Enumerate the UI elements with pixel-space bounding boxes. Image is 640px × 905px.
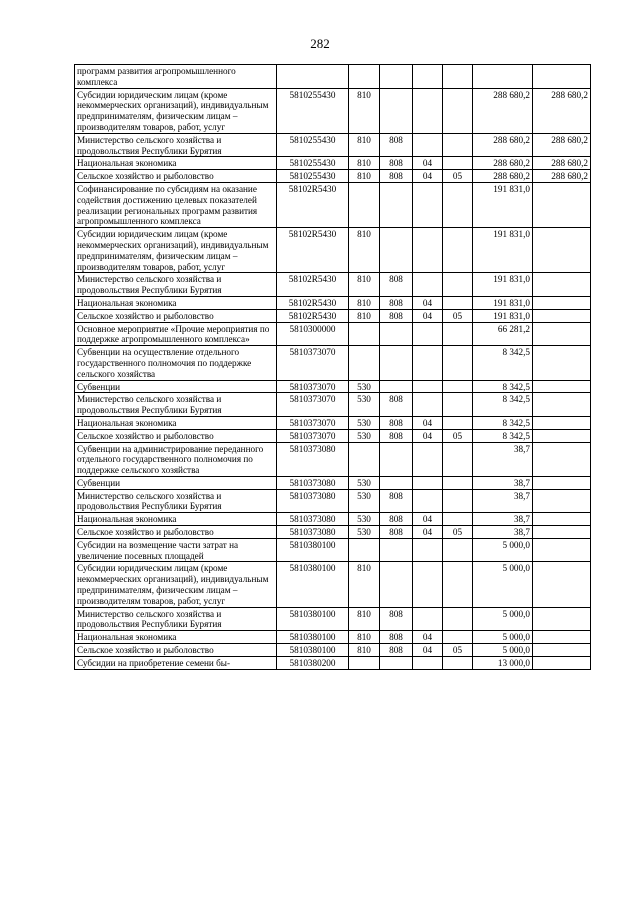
ministry-code: 808 <box>380 429 413 442</box>
table-row <box>75 182 591 227</box>
row-name: Национальная экономика <box>75 296 277 309</box>
table-row <box>75 429 591 442</box>
table-row <box>75 322 591 346</box>
expense-type: 530 <box>349 476 380 489</box>
table-row <box>75 644 591 657</box>
row-name: Сельское хозяйство и рыболовство <box>75 644 277 657</box>
ministry-code: 808 <box>380 607 413 631</box>
ministry-code <box>380 65 413 89</box>
row-name: Субвенции <box>75 380 277 393</box>
table-row <box>75 476 591 489</box>
section-code <box>413 489 443 513</box>
amount-2 <box>533 393 591 417</box>
table-row <box>75 631 591 644</box>
subsection-code: 05 <box>443 644 473 657</box>
subsection-code <box>443 393 473 417</box>
ministry-code: 808 <box>380 644 413 657</box>
subsection-code <box>443 513 473 526</box>
row-name: Субсидии юридическим лицам (кроме некоммерческих организаций), индивидуальным предпринимателям, физическим лицам – производителям товаров, работ, услуг <box>75 562 277 607</box>
expense-type <box>349 65 380 89</box>
expense-type: 810 <box>349 170 380 183</box>
amount-1: 13 000,0 <box>473 656 533 669</box>
row-name: Национальная экономика <box>75 513 277 526</box>
amount-1: 5 000,0 <box>473 607 533 631</box>
amount-1: 191 831,0 <box>473 296 533 309</box>
section-code: 04 <box>413 296 443 309</box>
ministry-code: 808 <box>380 631 413 644</box>
target-code: 5810300000 <box>277 322 349 346</box>
table-row <box>75 656 591 669</box>
subsection-code <box>443 538 473 562</box>
table-row <box>75 133 591 157</box>
row-name: Национальная экономика <box>75 157 277 170</box>
row-name: Министерство сельского хозяйства и продовольствия Республики Бурятия <box>75 607 277 631</box>
ministry-code <box>380 182 413 227</box>
section-code: 04 <box>413 157 443 170</box>
amount-2 <box>533 442 591 476</box>
amount-1: 8 342,5 <box>473 393 533 417</box>
amount-2 <box>533 656 591 669</box>
ministry-code: 808 <box>380 133 413 157</box>
row-name: Министерство сельского хозяйства и продовольствия Республики Бурятия <box>75 133 277 157</box>
subsection-code: 05 <box>443 170 473 183</box>
row-name: Сельское хозяйство и рыболовство <box>75 526 277 539</box>
target-code: 58102R5430 <box>277 273 349 297</box>
section-code <box>413 273 443 297</box>
amount-2 <box>533 476 591 489</box>
subsection-code: 05 <box>443 429 473 442</box>
section-code: 04 <box>413 170 443 183</box>
page-number: 282 <box>310 36 330 51</box>
target-code: 58102R5430 <box>277 296 349 309</box>
amount-2 <box>533 562 591 607</box>
target-code: 5810373080 <box>277 442 349 476</box>
table-row <box>75 562 591 607</box>
subsection-code <box>443 65 473 89</box>
ministry-code: 808 <box>380 513 413 526</box>
section-code <box>413 380 443 393</box>
expense-type: 530 <box>349 513 380 526</box>
row-name: Субвенции на осуществление отдельного государственного полномочия по поддержке сельского хозяйства <box>75 346 277 380</box>
amount-1: 191 831,0 <box>473 182 533 227</box>
row-name: Сельское хозяйство и рыболовство <box>75 170 277 183</box>
expense-type <box>349 538 380 562</box>
target-code: 5810255430 <box>277 157 349 170</box>
subsection-code <box>443 380 473 393</box>
amount-2 <box>533 65 591 89</box>
target-code: 5810380100 <box>277 562 349 607</box>
subsection-code <box>443 631 473 644</box>
amount-1: 38,7 <box>473 442 533 476</box>
row-name: Субвенции <box>75 476 277 489</box>
amount-1 <box>473 65 533 89</box>
amount-2 <box>533 322 591 346</box>
target-code: 5810380100 <box>277 644 349 657</box>
target-code: 5810373070 <box>277 346 349 380</box>
subsection-code <box>443 273 473 297</box>
expense-type <box>349 442 380 476</box>
section-code: 04 <box>413 644 443 657</box>
amount-2 <box>533 182 591 227</box>
amount-1: 5 000,0 <box>473 562 533 607</box>
ministry-code: 808 <box>380 273 413 297</box>
ministry-code: 808 <box>380 170 413 183</box>
amount-1: 191 831,0 <box>473 273 533 297</box>
section-code: 04 <box>413 309 443 322</box>
target-code: 5810380200 <box>277 656 349 669</box>
subsection-code <box>443 476 473 489</box>
row-name: Софинансирование по субсидиям на оказание содействия достижению целевых показателей реализации региональных программ развития агропромышленного комплекса <box>75 182 277 227</box>
table-row <box>75 489 591 513</box>
subsection-code <box>443 182 473 227</box>
amount-2: 288 680,2 <box>533 88 591 133</box>
row-name: Министерство сельского хозяйства и продовольствия Республики Бурятия <box>75 489 277 513</box>
amount-1: 8 342,5 <box>473 416 533 429</box>
table-row <box>75 346 591 380</box>
subsection-code <box>443 562 473 607</box>
target-code: 5810373070 <box>277 416 349 429</box>
row-name: Субсидии юридическим лицам (кроме некоммерческих организаций), индивидуальным предпринимателям, физическим лицам – производителям товаров, работ, услуг <box>75 88 277 133</box>
expense-type: 810 <box>349 157 380 170</box>
amount-2 <box>533 380 591 393</box>
amount-1: 38,7 <box>473 513 533 526</box>
subsection-code <box>443 157 473 170</box>
target-code: 5810255430 <box>277 170 349 183</box>
row-name: Основное мероприятие «Прочие мероприятия по поддержке агропромышленного комплекса» <box>75 322 277 346</box>
subsection-code <box>443 88 473 133</box>
target-code: 5810255430 <box>277 88 349 133</box>
table-row <box>75 65 591 89</box>
expense-type: 530 <box>349 416 380 429</box>
table-row <box>75 538 591 562</box>
expense-type: 810 <box>349 607 380 631</box>
section-code <box>413 228 443 273</box>
ministry-code <box>380 228 413 273</box>
amount-2: 288 680,2 <box>533 133 591 157</box>
section-code <box>413 656 443 669</box>
subsection-code <box>443 346 473 380</box>
section-code: 04 <box>413 631 443 644</box>
amount-1: 8 342,5 <box>473 346 533 380</box>
target-code: 5810373080 <box>277 526 349 539</box>
amount-1: 38,7 <box>473 476 533 489</box>
amount-1: 8 342,5 <box>473 380 533 393</box>
amount-1: 8 342,5 <box>473 429 533 442</box>
section-code <box>413 562 443 607</box>
target-code: 5810373080 <box>277 513 349 526</box>
ministry-code: 808 <box>380 526 413 539</box>
amount-2 <box>533 644 591 657</box>
row-name: Сельское хозяйство и рыболовство <box>75 309 277 322</box>
expense-type: 810 <box>349 309 380 322</box>
section-code: 04 <box>413 429 443 442</box>
section-code <box>413 88 443 133</box>
expense-type: 810 <box>349 631 380 644</box>
amount-2 <box>533 296 591 309</box>
ministry-code: 808 <box>380 416 413 429</box>
row-name: Субсидии юридическим лицам (кроме некоммерческих организаций), индивидуальным предпринимателям, физическим лицам – производителям товаров, работ, услуг <box>75 228 277 273</box>
expense-type: 810 <box>349 644 380 657</box>
amount-2 <box>533 538 591 562</box>
target-code: 58102R5430 <box>277 182 349 227</box>
expense-type: 530 <box>349 526 380 539</box>
budget-table <box>74 64 591 670</box>
ministry-code <box>380 562 413 607</box>
amount-1: 191 831,0 <box>473 309 533 322</box>
expense-type: 530 <box>349 380 380 393</box>
ministry-code <box>380 322 413 346</box>
table-row <box>75 380 591 393</box>
table-row <box>75 393 591 417</box>
amount-2: 288 680,2 <box>533 170 591 183</box>
expense-type: 530 <box>349 489 380 513</box>
amount-2 <box>533 513 591 526</box>
row-name: Субсидии на возмещение части затрат на увеличение посевных площадей <box>75 538 277 562</box>
amount-2 <box>533 346 591 380</box>
ministry-code <box>380 88 413 133</box>
target-code: 58102R5430 <box>277 228 349 273</box>
amount-2 <box>533 309 591 322</box>
amount-2 <box>533 607 591 631</box>
ministry-code <box>380 380 413 393</box>
row-name: Министерство сельского хозяйства и продовольствия Республики Бурятия <box>75 393 277 417</box>
expense-type <box>349 182 380 227</box>
row-name: программ развития агропромышленного комплекса <box>75 65 277 89</box>
ministry-code <box>380 476 413 489</box>
section-code <box>413 607 443 631</box>
amount-2: 288 680,2 <box>533 157 591 170</box>
table-row <box>75 607 591 631</box>
section-code <box>413 133 443 157</box>
amount-1: 38,7 <box>473 526 533 539</box>
amount-2 <box>533 273 591 297</box>
subsection-code <box>443 296 473 309</box>
table-row <box>75 513 591 526</box>
expense-type <box>349 656 380 669</box>
amount-2 <box>533 429 591 442</box>
ministry-code: 808 <box>380 489 413 513</box>
expense-type: 810 <box>349 88 380 133</box>
table-row <box>75 157 591 170</box>
amount-1: 5 000,0 <box>473 631 533 644</box>
subsection-code <box>443 489 473 513</box>
section-code <box>413 65 443 89</box>
section-code <box>413 442 443 476</box>
section-code <box>413 538 443 562</box>
ministry-code <box>380 442 413 476</box>
section-code <box>413 393 443 417</box>
table-row <box>75 273 591 297</box>
expense-type: 810 <box>349 228 380 273</box>
expense-type: 530 <box>349 429 380 442</box>
table-row <box>75 309 591 322</box>
section-code: 04 <box>413 416 443 429</box>
target-code: 5810373070 <box>277 393 349 417</box>
amount-1: 5 000,0 <box>473 538 533 562</box>
subsection-code <box>443 607 473 631</box>
target-code: 5810380100 <box>277 607 349 631</box>
subsection-code <box>443 416 473 429</box>
ministry-code: 808 <box>380 309 413 322</box>
amount-1: 5 000,0 <box>473 644 533 657</box>
table-row <box>75 526 591 539</box>
subsection-code <box>443 322 473 346</box>
row-name: Министерство сельского хозяйства и продовольствия Республики Бурятия <box>75 273 277 297</box>
expense-type: 810 <box>349 296 380 309</box>
target-code: 5810373080 <box>277 476 349 489</box>
ministry-code <box>380 656 413 669</box>
amount-1: 288 680,2 <box>473 170 533 183</box>
amount-2 <box>533 228 591 273</box>
expense-type <box>349 346 380 380</box>
table-row <box>75 228 591 273</box>
section-code <box>413 182 443 227</box>
expense-type <box>349 322 380 346</box>
subsection-code <box>443 133 473 157</box>
subsection-code <box>443 228 473 273</box>
table-row <box>75 442 591 476</box>
target-code: 5810373070 <box>277 429 349 442</box>
ministry-code <box>380 346 413 380</box>
target-code: 5810255430 <box>277 133 349 157</box>
table-row <box>75 296 591 309</box>
amount-1: 288 680,2 <box>473 88 533 133</box>
row-name: Субсидии на приобретение семени бы- <box>75 656 277 669</box>
subsection-code: 05 <box>443 526 473 539</box>
section-code: 04 <box>413 513 443 526</box>
expense-type: 810 <box>349 273 380 297</box>
target-code: 58102R5430 <box>277 309 349 322</box>
table-row <box>75 416 591 429</box>
row-name: Национальная экономика <box>75 416 277 429</box>
subsection-code <box>443 656 473 669</box>
table-row <box>75 88 591 133</box>
target-code: 5810373070 <box>277 380 349 393</box>
expense-type: 810 <box>349 133 380 157</box>
subsection-code <box>443 442 473 476</box>
amount-1: 66 281,2 <box>473 322 533 346</box>
amount-1: 288 680,2 <box>473 157 533 170</box>
target-code: 5810380100 <box>277 538 349 562</box>
row-name: Субвенции на администрирование переданного отдельного государственного полномочия по поддержке сельского хозяйства <box>75 442 277 476</box>
amount-1: 38,7 <box>473 489 533 513</box>
ministry-code: 808 <box>380 393 413 417</box>
section-code <box>413 322 443 346</box>
row-name: Сельское хозяйство и рыболовство <box>75 429 277 442</box>
table-row <box>75 170 591 183</box>
amount-2 <box>533 526 591 539</box>
ministry-code <box>380 538 413 562</box>
row-name: Национальная экономика <box>75 631 277 644</box>
amount-2 <box>533 489 591 513</box>
expense-type: 810 <box>349 562 380 607</box>
amount-2 <box>533 631 591 644</box>
ministry-code: 808 <box>380 157 413 170</box>
expense-type: 530 <box>349 393 380 417</box>
amount-2 <box>533 416 591 429</box>
section-code <box>413 476 443 489</box>
ministry-code: 808 <box>380 296 413 309</box>
section-code: 04 <box>413 526 443 539</box>
amount-1: 288 680,2 <box>473 133 533 157</box>
amount-1: 191 831,0 <box>473 228 533 273</box>
section-code <box>413 346 443 380</box>
subsection-code: 05 <box>443 309 473 322</box>
target-code: 5810373080 <box>277 489 349 513</box>
target-code: 5810380100 <box>277 631 349 644</box>
target-code <box>277 65 349 89</box>
